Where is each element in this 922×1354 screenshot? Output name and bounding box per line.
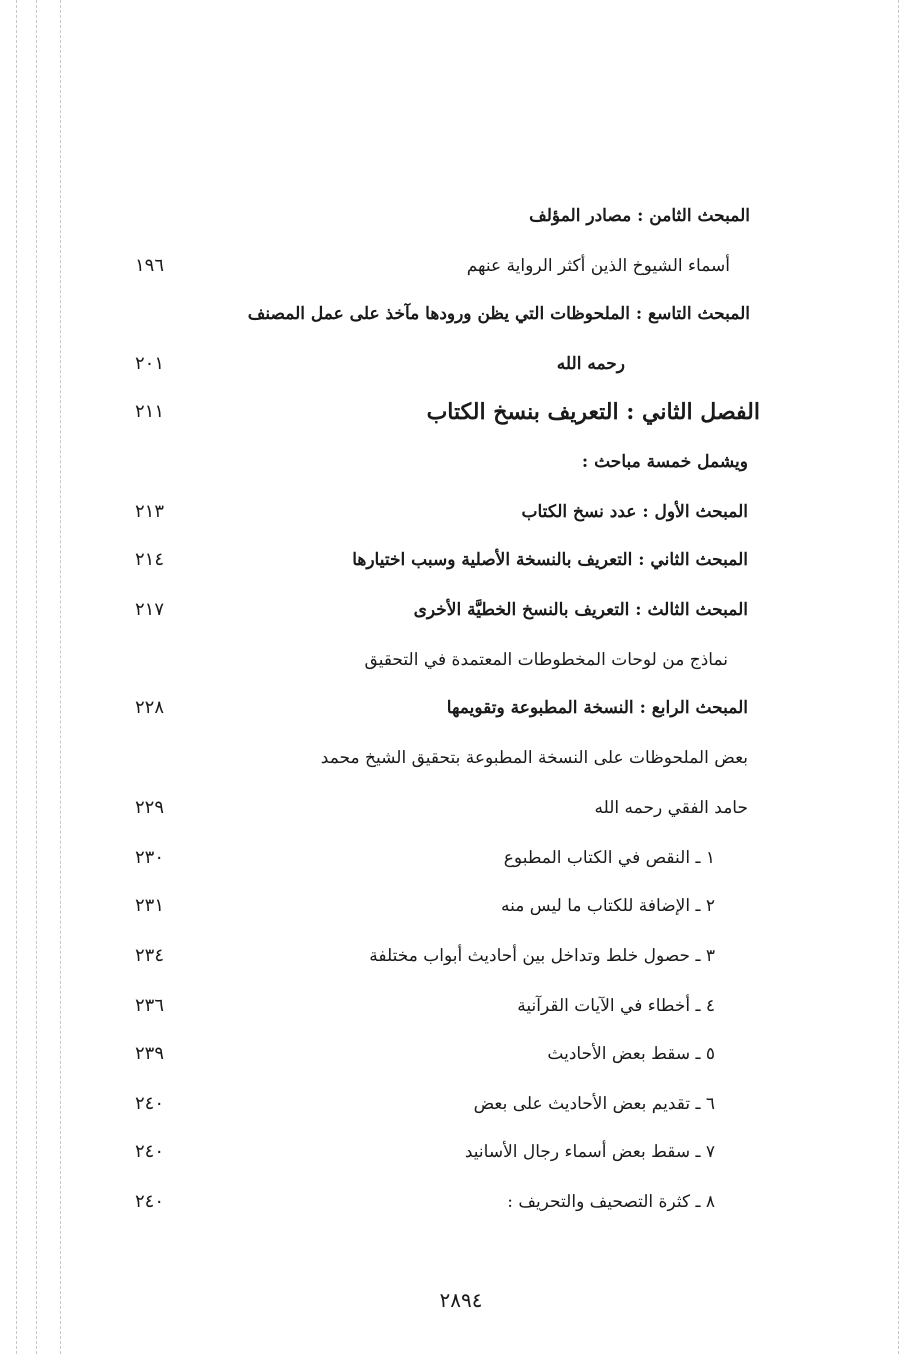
- toc-entry-title: ٣ ـ حصول خلط وتداخل بين أحاديث أبواب مختلفة: [369, 946, 715, 966]
- toc-entry: [120, 1132, 760, 1172]
- toc-entry-page: ٢٣٩: [135, 1043, 165, 1064]
- toc-entry: [120, 738, 760, 778]
- toc-entry-page: ٢٤٠: [135, 1191, 165, 1212]
- toc-entry-page: ٢٣٦: [135, 995, 165, 1016]
- toc-entry-page: ٢١٣: [135, 501, 165, 522]
- toc-entry-title: ويشمل خمسة مباحث :: [581, 452, 748, 472]
- toc-entry-title: نماذج من لوحات المخطوطات المعتمدة في التحقيق: [364, 650, 728, 670]
- toc-entry-page: ٢٠١: [135, 353, 165, 374]
- toc-entry-page: ٢٣٠: [135, 847, 165, 868]
- page-number-footer: ٢٨٩٤: [439, 1288, 483, 1312]
- toc-entry: [120, 344, 760, 384]
- toc-entry-title: المبحث الثاني : التعريف بالنسخة الأصلية وسبب اختيارها: [352, 550, 748, 570]
- toc-entry-title: رحمه الله: [556, 354, 625, 374]
- toc-entry: [120, 838, 760, 878]
- toc-entry-page: ٢١٧: [135, 599, 165, 620]
- toc-entry-title: حامد الفقي رحمه الله: [594, 798, 748, 818]
- toc-entry-page: ٢٣٤: [135, 945, 165, 966]
- toc-entry-title: المبحث التاسع : الملحوظات التي يظن ورودها مآخذ على عمل المصنف: [247, 304, 750, 324]
- toc-entry: [120, 640, 760, 680]
- toc-entry: [120, 492, 760, 532]
- toc-entry-title: المبحث الثامن : مصادر المؤلف: [529, 206, 750, 226]
- toc-entry-title: أسماء الشيوخ الذين أكثر الرواية عنهم: [466, 256, 730, 276]
- toc-entry: [120, 788, 760, 828]
- toc-entry-title: ٢ ـ الإضافة للكتاب ما ليس منه: [501, 896, 715, 916]
- toc-entry: [120, 1084, 760, 1124]
- toc-entry-title: بعض الملحوظات على النسخة المطبوعة بتحقيق الشيخ محمد: [320, 748, 748, 768]
- toc-entry-title: المبحث الأول : عدد نسخ الكتاب: [521, 502, 748, 522]
- toc-entry-page: ٢١١: [135, 401, 165, 422]
- toc-entry-title: ٦ ـ تقديم بعض الأحاديث على بعض: [473, 1094, 715, 1114]
- toc-entry: [120, 294, 760, 334]
- toc-entry: [120, 196, 760, 236]
- toc-entry-title: ٨ ـ كثرة التصحيف والتحريف :: [507, 1192, 715, 1212]
- toc-entry-title: الفصل الثاني : التعريف بنسخ الكتاب: [426, 399, 760, 425]
- toc-entry-page: ٢٢٨: [135, 697, 165, 718]
- toc-entry: [120, 936, 760, 976]
- toc-entry: [120, 1182, 760, 1222]
- toc-entry-title: ٧ ـ سقط بعض أسماء رجال الأسانيد: [464, 1142, 715, 1162]
- toc-entry: [120, 886, 760, 926]
- toc-entry: [120, 688, 760, 728]
- toc-entry-title: المبحث الثالث : التعريف بالنسخ الخطيَّة الأخرى: [413, 600, 748, 620]
- toc-entry-title: ١ ـ النقص في الكتاب المطبوع: [503, 848, 715, 868]
- toc-entry-page: ٢٣١: [135, 895, 165, 916]
- toc-entry: [120, 246, 760, 286]
- toc-entry: [120, 590, 760, 630]
- toc-entry: [120, 540, 760, 580]
- toc-entry: [120, 986, 760, 1026]
- toc-entry: [120, 442, 760, 482]
- toc-entry-page: ١٩٦: [135, 255, 165, 276]
- toc-entry: [120, 392, 760, 432]
- toc-entry: [120, 1034, 760, 1074]
- toc-entry-title: ٥ ـ سقط بعض الأحاديث: [547, 1044, 715, 1064]
- toc-entry-title: المبحث الرابع : النسخة المطبوعة وتقويمها: [446, 698, 748, 718]
- toc-entry-title: ٤ ـ أخطاء في الآيات القرآنية: [517, 996, 715, 1016]
- toc-entry-page: ٢٤٠: [135, 1093, 165, 1114]
- toc-entry-page: ٢٢٩: [135, 797, 165, 818]
- toc-entry-page: ٢٤٠: [135, 1141, 165, 1162]
- toc-entry-page: ٢١٤: [135, 549, 165, 570]
